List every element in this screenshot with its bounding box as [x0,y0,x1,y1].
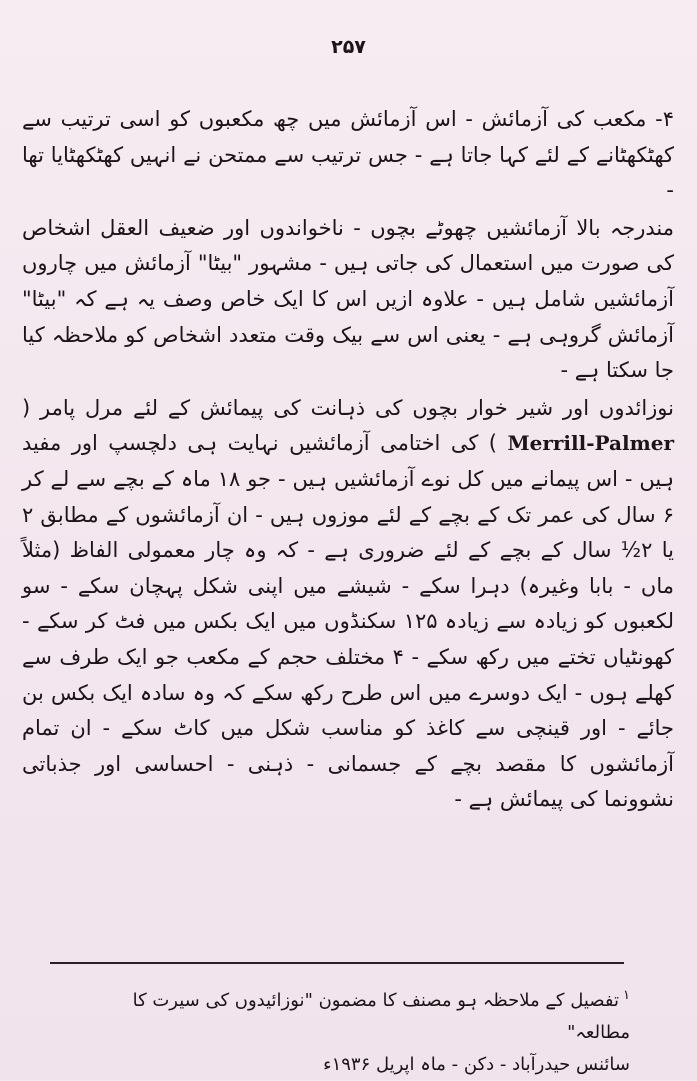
footnote [70,980,630,1081]
paragraph-cube-test: ۴- مکعب کی آزمائش - اس آزمائش میں چھ مکعبوں کو اسی ترتیب سے کھٹکھٹانے کے لئے کہا جاتا ہے - جس ترتیب سے ممتحن نے انہیں کھٹکھٹایا تھا - [22,107,674,203]
footnote-divider [50,962,624,964]
merrill-text-before: نوزائدوں اور شیر خوار بچوں کی ذہانت کی پیمائش کے لئے مرل پامر ( [22,395,674,420]
merrill-palmer-latin: Merrill-Palmer [507,431,674,456]
paragraph-merrill-palmer [22,391,674,818]
footnote-line-2: سائنس حیدرآباد - دکن - ماہ اپریل ۱۹۳۶ء [323,1054,630,1075]
footnote-line-1 [70,980,630,1049]
paragraph-beta-test: مندرجہ بالا آزمائشیں چھوٹے بچوں - ناخواندوں اور ضعیف العقل اشخاص کی صورت میں استعمال کی جاتی ہیں - مشہور "بیٹا" آزمائش میں چاروں آزمائشیں شامل ہیں - علاوہ ازیں اس کا ایک خاص وصف یہ ہے کہ "بیٹا" آزمائش گروہی ہے - یعنی اس سے بیک وقت متعدد اشخاص کو ملاحظہ کیا جا سکتا ہے - [22,215,674,383]
merrill-text-after: ) کی اختامی آزمائشیں نہایت ہی دلچسپ اور مفید ہیں - اس پیمانے میں کل نوے آزمائشیں ہیں - جو ۱۸ ماہ کے بچے سے لے کر ۶ سال کی عمر تک کے بچے کے لئے موزوں ہیں - ان آزمائشوں کے مطابق ۲ یا ۲½ سال کے بچے کے لئے ضروری ہے - کہ وہ چار معمولی الفاظ (مثلاً ماں - بابا وغیرہ) دہرا سکے - شیشے میں اپنی شکل پہچان سکے - سو لکعبوں کو زیادہ سے زیادہ ۱۲۵ سکنڈوں میں ایک بکس میں فٹ کر سکے - کھونٹیاں تختے میں رکھ سکے - ۴ مختلف حجم کے مکعب جو ایک طرف سے کھلے ہوں - ایک دوسرے میں اس طرح رکھ سکے کہ وہ سادہ ایک بکس بن جائے - اور قینچی سے کاغذ کو مناسب شکل میں کاٹ سکے - ان تمام آزمائشوں کا مقصد بچے کے جسمانی - ذہنی - احساسی اور جذباتی نشوونما کی پیمائش ہے - [22,431,674,812]
page-number: ۲۵۷ [331,36,366,58]
footnote-text-1: تفصیل کے ملاحظہ ہو مصنف کا مضمون "نوزائیدوں کی سیرت کا مطالعہ" [132,990,630,1043]
body-text [22,102,674,818]
footnote-marker: ۱ [623,988,630,1003]
